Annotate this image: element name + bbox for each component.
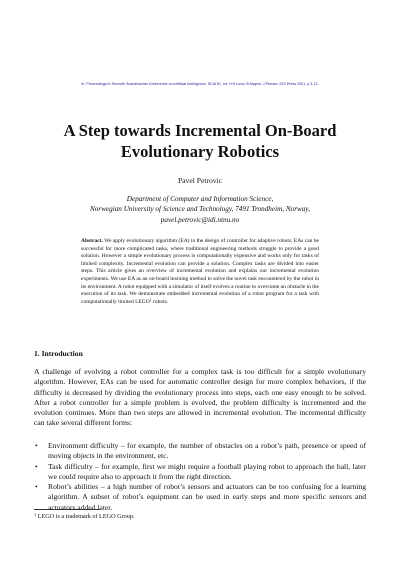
footnote: [34, 513, 134, 520]
list-item: [34, 462, 366, 483]
section-heading: 1. Introduction: [34, 349, 83, 358]
bullet-icon: •: [35, 461, 38, 471]
citation-header: in: Proceedings to Seventh Scandinavian Conference on Artificial Intelligence, SCAI'01, ed. H.H.Lund, B.Mayoh, J.Perram, IOS Press 2001, p.3-13.: [81, 82, 319, 86]
list-item-text: Robot’s abilities – a high number of robot’s sensors and actuators can be too confusing for a learning algorithm. A subset of robot’s equipment can be used in early steps and more specific sensors and actuators added later.: [48, 482, 366, 512]
difficulty-list: [34, 441, 366, 513]
intro-paragraph: A challenge of evolving a robot controller for a complex task is too difficult for a simple evolutionary algorithm. However, EAs can be used for automatic controller design for more complex behaviors, if the difficulty is decreased by dividing the evolutionary process into steps, each one easy enough to be solved. After a robot controller for a simple problem is evolved, the problem difficulty is incremented and the evolution continues. More than two steps are allowed in incremental evolution. The incremental difficulty can take several different forms:: [34, 367, 366, 428]
bullet-icon: •: [35, 441, 38, 450]
abstract-text: We apply evolutionary algorithm (EA) to the design of controller for adaptive robots. EAs can be successful for more complicated tasks, where traditional engineering methods struggle to provide a good solution. However a simple evolutionary process is computationally expensive and works only for tasks of limited complexity. Incremental evolution can provide a solution. Complex tasks are divided into easier steps. This article gives an overview of incremental evolution and explains our incremental evolution experiments. We use EA as an on-board learning method to solve the novel task encountered by the robot in its environment. A robot equipped with a simulator of itself evolves a routine to overcome an obstacle in the execution of its task. We demonstrate embedded incremental evolution of a robot program for a task with computationally limited LEGO: [81, 238, 320, 305]
list-item-text: Task difficulty – for example, first we might require a football playing robot to approach the ball, later we could require also to approach it from the right direction.: [48, 461, 366, 481]
footnote-marker: 1: [34, 512, 37, 518]
footnote-ref: 1: [149, 298, 152, 303]
bullet-icon: •: [35, 482, 38, 492]
paper-title: A Step towards Incremental On-Board Evolutionary Robotics: [63, 121, 337, 161]
abstract: [81, 238, 319, 306]
author-email: pavel.petrovic@idi.ntnu.no: [160, 215, 240, 224]
author-affiliation: [40, 194, 360, 225]
footnote-text: LEGO is a trademark of LEGO Group.: [36, 513, 135, 520]
affiliation-university: Norwegian University of Science and Technology, 7491 Trondheim, Norway,: [89, 205, 311, 214]
affiliation-department: Department of Computer and Information Science,: [126, 195, 274, 203]
author-name: Pavel Petrovic: [177, 176, 223, 185]
list-item: [34, 441, 366, 462]
abstract-text-end: robots.: [151, 298, 169, 305]
list-item-text: Environment difficulty – for example, the number of obstacles on a robot’s path, presence or speed of moving objects in the environment, etc.: [48, 441, 366, 461]
abstract-label: Abstract.: [81, 238, 103, 244]
footnote-divider: [34, 509, 100, 510]
